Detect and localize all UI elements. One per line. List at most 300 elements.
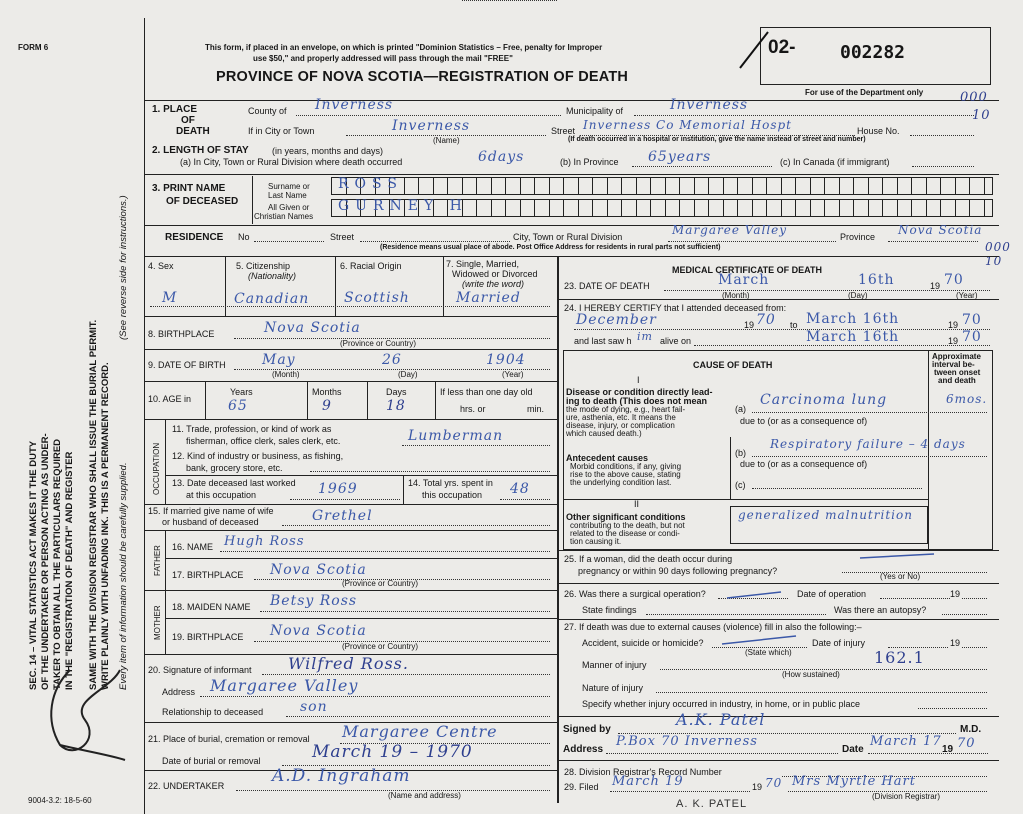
day-caption: (Day) xyxy=(398,370,418,379)
last-saw-year: 70 xyxy=(962,329,982,345)
rule xyxy=(888,241,978,242)
province-country-caption: (Province or Country) xyxy=(342,579,419,588)
center-divider xyxy=(557,256,559,803)
trade-label: fisherman, office clerk, sales clerk, etc. xyxy=(186,436,341,446)
rule xyxy=(730,437,731,499)
length-units: (in years, months and days) xyxy=(272,146,384,156)
cause-a-interval: 6mos. xyxy=(946,392,988,406)
province-country-caption: (Province or Country) xyxy=(340,339,417,348)
length-of-stay-label: 2. LENGTH OF STAY xyxy=(152,145,249,156)
registration-prefix: 02- xyxy=(768,37,796,58)
letter-cell xyxy=(695,178,710,194)
form-number: FORM 6 xyxy=(18,43,49,52)
print-name-label: 3. PRINT NAME xyxy=(152,183,226,194)
in-city-label: (a) In City, Town or Rural Division where death occurred xyxy=(180,157,403,167)
hospital-note: (If death occurred in a hospital or institution, give the name instead of street and number) xyxy=(568,136,866,143)
letter-cell xyxy=(854,200,869,216)
spouse-value: Grethel xyxy=(312,508,373,524)
due-to-label: due to (or as a consequence of) xyxy=(740,459,868,469)
age-years-value: 65 xyxy=(228,398,248,414)
city-label: If in City or Town xyxy=(248,126,315,136)
days-label: Days xyxy=(386,387,407,397)
letter-cell xyxy=(564,200,579,216)
letter-cell xyxy=(535,178,550,194)
father-name-value: Hugh Ross xyxy=(224,534,305,549)
signed-by-label: Signed by xyxy=(563,724,611,735)
letter-cell xyxy=(477,178,492,194)
medical-cert-title: MEDICAL CERTIFICATE OF DEATH xyxy=(672,265,822,275)
letter-cell xyxy=(898,178,913,194)
specify-where-label: Specify whether injury occurred in industry, in home, or in public place xyxy=(582,699,860,709)
letter-cell xyxy=(477,200,492,216)
signed-by-value: A.K. Patel xyxy=(676,710,766,729)
attended-to-value: March 16th xyxy=(806,311,900,327)
spouse-label: 15. If married give name of wife xyxy=(148,506,274,516)
birthplace-label: 8. BIRTHPLACE xyxy=(148,329,215,339)
name-caption: (Name) xyxy=(433,136,460,145)
month-caption: (Month) xyxy=(272,370,300,379)
letter-cell xyxy=(579,178,594,194)
alive-on-label: alive on xyxy=(660,336,692,346)
letter-cell xyxy=(593,178,608,194)
stay-province-value: 65years xyxy=(648,149,712,165)
letter-cell xyxy=(550,178,565,194)
how-sustained-caption: (How sustained) xyxy=(782,670,840,679)
accident-label: Accident, suicide or homicide? xyxy=(582,638,704,648)
letter-cell xyxy=(753,178,768,194)
residence-street-label: Street xyxy=(330,232,355,242)
margin-text-8: (See reverse side for instructions.) xyxy=(118,195,129,340)
letter-cell xyxy=(912,200,927,216)
letter-cell xyxy=(738,200,753,216)
racial-origin-value: Scottish xyxy=(344,290,410,306)
informant-address-label: Address xyxy=(162,687,196,697)
informant-address-value: Margaree Valley xyxy=(210,676,359,695)
margin-text-7: Every item of information should be carefully supplied. xyxy=(118,462,129,690)
years-label: Years xyxy=(230,387,253,397)
rule xyxy=(610,791,750,792)
name-address-caption: (Name and address) xyxy=(388,791,461,800)
rule xyxy=(310,471,550,472)
letter-cell xyxy=(883,178,898,194)
rule xyxy=(606,753,838,754)
registrar-value: Mrs Myrtle Hart xyxy=(792,774,916,789)
letter-cell xyxy=(521,178,536,194)
letter-cell xyxy=(535,200,550,216)
rule xyxy=(254,241,324,242)
letter-cell xyxy=(622,178,637,194)
letter-cell xyxy=(550,200,565,216)
rule xyxy=(752,488,922,489)
cause-a-value: Carcinoma lung xyxy=(760,392,888,408)
last-worked-label: 13. Date deceased last worked xyxy=(172,478,296,488)
letter-cell xyxy=(695,200,710,216)
letter-cell xyxy=(608,178,623,194)
nineteen: 19 xyxy=(948,320,959,330)
form-title: PROVINCE OF NOVA SCOTIA—REGISTRATION OF DEATH xyxy=(216,69,629,85)
attended-to-year: 70 xyxy=(962,312,982,328)
letter-cell xyxy=(637,178,652,194)
residence-province-label: Province xyxy=(840,232,876,242)
last-saw-date: March 16th xyxy=(806,329,900,345)
nineteen: 19 xyxy=(752,782,763,792)
rule xyxy=(262,674,550,675)
sig-date-label: Date xyxy=(842,744,864,755)
rule xyxy=(646,614,826,615)
disease-label: Disease or condition directly lead- xyxy=(566,387,713,397)
spouse-label: or husband of deceased xyxy=(162,517,259,527)
nationality-label: (Nationality) xyxy=(248,271,297,281)
sig-address-label: Address xyxy=(563,744,604,755)
letter-cell xyxy=(840,178,855,194)
disease-label: ing to death (This does not mean xyxy=(566,396,708,406)
rule xyxy=(880,598,950,599)
residence-city-value: Margaree Valley xyxy=(672,223,788,237)
rule xyxy=(165,419,166,504)
rule xyxy=(144,590,557,591)
rule xyxy=(694,345,990,346)
surname-value: ROSS xyxy=(338,176,403,192)
father-name-label: 16. NAME xyxy=(172,542,214,552)
letter-cell xyxy=(419,178,434,194)
rule xyxy=(868,753,988,754)
letter-cell xyxy=(608,200,623,216)
letter-cell xyxy=(738,178,753,194)
state-which-caption: (State which) xyxy=(745,648,792,657)
father-birthplace-value: Nova Scotia xyxy=(270,562,367,578)
rule xyxy=(220,551,550,552)
last-worked-label: at this occupation xyxy=(186,490,257,500)
marital-label: 7. Single, Married, xyxy=(446,259,520,269)
sig-date-value: March 17 xyxy=(870,734,942,749)
filed-date-value: March 19 xyxy=(612,774,684,789)
letter-cell xyxy=(941,178,956,194)
letter-cell xyxy=(724,178,739,194)
year-caption: (Year) xyxy=(502,370,524,379)
cause-of-death-title: CAUSE OF DEATH xyxy=(693,360,773,370)
last-saw-label: and last saw h xyxy=(574,336,632,346)
rule xyxy=(260,611,550,612)
hrs-label: hrs. or xyxy=(460,404,486,414)
margin-text-5: SAME WITH THE DIVISION REGISTRAR WHO SHALL ISSUE THE BURIAL PERMIT. xyxy=(88,319,99,690)
rule xyxy=(144,256,999,257)
letter-cell xyxy=(680,178,695,194)
rule xyxy=(563,499,928,500)
rule xyxy=(290,499,400,500)
marital-label: Widowed or Divorced xyxy=(452,269,538,279)
in-canada-label: (c) In Canada (if immigrant) xyxy=(780,157,890,167)
trade-value: Lumberman xyxy=(408,428,504,444)
nineteen: 19 xyxy=(950,638,961,648)
letter-cell xyxy=(767,200,782,216)
date-injury-label: Date of injury xyxy=(812,638,866,648)
disease-label: disease, injury, or complication xyxy=(566,421,675,430)
rule xyxy=(656,692,987,693)
certify-label: 24. I HEREBY CERTIFY that I attended deceased from: xyxy=(564,303,787,313)
rule xyxy=(918,708,987,709)
other-label: Other significant conditions xyxy=(566,512,686,522)
letter-cell xyxy=(869,200,884,216)
racial-origin-label: 6. Racial Origin xyxy=(340,261,402,271)
woman-label: pregnancy or within 90 days following pregnancy? xyxy=(578,566,778,576)
father-birthplace-label: 17. BIRTHPLACE xyxy=(172,570,244,580)
relationship-label: Relationship to deceased xyxy=(162,707,264,717)
div-reg-number-label: 28. Division Registrar's Record Number xyxy=(564,767,722,777)
months-label: Months xyxy=(312,387,342,397)
total-years-label: 14. Total yrs. spent in xyxy=(408,478,493,488)
rule xyxy=(200,696,550,697)
print-name-label: OF DECEASED xyxy=(166,196,239,207)
margin-signature-mark xyxy=(40,650,130,770)
letter-cell xyxy=(825,200,840,216)
filed-label: 29. Filed xyxy=(564,782,599,792)
filed-year-value: 70 xyxy=(765,776,783,790)
letter-cell xyxy=(651,200,666,216)
min-label: min. xyxy=(527,404,545,414)
letter-cell xyxy=(564,178,579,194)
industry-label: bank, grocery store, etc. xyxy=(186,463,283,473)
residence-no-label: No xyxy=(238,232,250,242)
residence-province-value: Nova Scotia xyxy=(898,223,983,237)
rule xyxy=(962,647,987,648)
total-years-value: 48 xyxy=(510,481,530,497)
attended-from-year: 70 xyxy=(756,312,776,328)
mother-birthplace-value: Nova Scotia xyxy=(270,623,367,639)
rule xyxy=(205,381,206,419)
letter-cell xyxy=(492,178,507,194)
residence-city-label: City, Town or Rural Division xyxy=(513,232,623,242)
rule xyxy=(752,412,987,413)
letter-cell xyxy=(869,178,884,194)
in-province-label: (b) In Province xyxy=(560,157,619,167)
letter-cell xyxy=(796,178,811,194)
approx-label: Approximate xyxy=(932,352,981,361)
letter-cell xyxy=(941,200,956,216)
letter-cell xyxy=(651,178,666,194)
informant-value: Wilfred Ross. xyxy=(288,654,409,673)
letter-cell xyxy=(724,200,739,216)
rule xyxy=(367,381,368,419)
nineteen: 19 xyxy=(744,320,755,330)
letter-cell xyxy=(767,178,782,194)
antecedent-label: Antecedent causes xyxy=(566,453,649,463)
letter-cell xyxy=(811,200,826,216)
rule xyxy=(912,166,974,167)
last-saw-him: im xyxy=(637,330,653,343)
letter-cell xyxy=(970,178,985,194)
age-days-value: 18 xyxy=(386,398,406,414)
residence-label: RESIDENCE xyxy=(165,232,224,243)
letter-cell xyxy=(405,178,420,194)
death-month-value: March xyxy=(718,272,770,288)
given-label: All Given or xyxy=(268,203,310,212)
surname-boxes xyxy=(331,177,993,195)
informant-label: 20. Signature of informant xyxy=(148,665,252,675)
dash-mark xyxy=(725,588,785,600)
sex-label: 4. Sex xyxy=(148,261,174,271)
dept-code: 000 xyxy=(985,240,1011,254)
surname-label: Surname or xyxy=(268,182,310,191)
mother-birthplace-label: 19. BIRTHPLACE xyxy=(172,632,244,642)
letter-cell xyxy=(622,200,637,216)
rule xyxy=(144,100,999,101)
day-caption: (Day) xyxy=(848,291,868,300)
sex-value: M xyxy=(162,290,178,306)
dob-month-value: May xyxy=(262,352,296,368)
letter-cell xyxy=(709,200,724,216)
burial-place-label: 21. Place of burial, cremation or removal xyxy=(148,734,310,744)
rule xyxy=(634,115,974,116)
rule xyxy=(225,256,226,316)
letter-cell xyxy=(840,200,855,216)
dash-mark xyxy=(858,550,938,562)
margin-text-3: TAKER TO OBTAIN ALL THE PARTICULARS REQUIRED xyxy=(52,438,63,690)
letter-cell xyxy=(579,200,594,216)
bottom-signature-print: A. K. PATEL xyxy=(676,798,748,810)
margin-text-6: WRITE PLAINLY WITH UNFADING INK. THIS IS A PERMANENT RECORD. xyxy=(100,362,111,690)
rule xyxy=(144,504,557,505)
other-conditions-value: generalized malnutrition xyxy=(738,508,913,522)
surname-label: Last Name xyxy=(268,191,307,200)
letter-cell xyxy=(883,200,898,216)
woman-label: 25. If a woman, did the death occur during xyxy=(564,554,733,564)
letter-cell xyxy=(912,178,927,194)
occupation-label: OCCUPATION xyxy=(152,442,161,495)
letter-cell xyxy=(709,178,724,194)
rule xyxy=(462,0,557,1)
age-months-value: 9 xyxy=(322,398,332,414)
header-note-2: use $50," and properly addressed will pass through the mail "FREE" xyxy=(253,54,513,63)
dob-label: 9. DATE OF BIRTH xyxy=(148,360,226,370)
rule xyxy=(150,306,550,307)
father-label: FATHER xyxy=(153,545,162,576)
sig-address-value: P.Box 70 Inverness xyxy=(616,734,758,749)
dept-code: 10 xyxy=(972,108,991,123)
other-label: tion causing it. xyxy=(570,537,622,546)
place-of-death-label: 1. PLACE xyxy=(152,104,198,115)
rule xyxy=(165,530,166,590)
state-findings-label: State findings xyxy=(582,605,637,615)
death-year-value: 70 xyxy=(944,272,964,288)
trade-label: 11. Trade, profession, or kind of work as xyxy=(172,424,332,434)
letter-cell xyxy=(506,178,521,194)
industry-label: 12. Kind of industry or business, as fishing, xyxy=(172,451,344,461)
place-of-death-label: DEATH xyxy=(176,126,210,137)
margin-text-2: OF THE UNDERTAKER OR PERSON ACTING AS UNDER- xyxy=(40,433,51,690)
yes-no-caption: (Yes or No) xyxy=(880,572,921,581)
place-of-death-label: OF xyxy=(181,115,195,126)
letter-cell xyxy=(854,178,869,194)
citizenship-label: 5. Citizenship xyxy=(236,261,291,271)
letter-cell xyxy=(637,200,652,216)
header-note-1: This form, if placed in an envelope, on which is printed "Dominion Statistics – Free, penalty for Improper xyxy=(205,43,603,52)
nature-injury-label: Nature of injury xyxy=(582,683,644,693)
letter-cell xyxy=(927,200,942,216)
municipality-value: Inverness xyxy=(670,97,749,113)
registration-number: 002282 xyxy=(840,42,906,63)
cause-b-label: (b) xyxy=(735,448,746,458)
manner-injury-label: Manner of injury xyxy=(582,660,647,670)
approx-label: interval be- xyxy=(932,360,975,369)
form-border-left xyxy=(144,18,145,814)
county-label: County of xyxy=(248,106,287,116)
rule xyxy=(252,176,253,224)
age-label: 10. AGE in xyxy=(148,394,192,404)
manner-code-value: 162.1 xyxy=(874,648,925,667)
approx-label: tween onset xyxy=(934,368,981,377)
other-label: contributing to the death, but not xyxy=(570,521,685,530)
birthplace-value: Nova Scotia xyxy=(264,320,361,336)
rule xyxy=(144,316,557,317)
rule xyxy=(557,619,999,620)
street-value: Inverness Co Memorial Hospt xyxy=(583,118,792,132)
nineteen: 19 xyxy=(930,281,941,291)
burial-date-value: March 19 – 1970 xyxy=(312,742,473,762)
stay-city-value: 6days xyxy=(478,149,525,165)
city-value: Inverness xyxy=(392,118,471,134)
rule xyxy=(668,241,836,242)
rule xyxy=(335,256,336,316)
street-label: Street xyxy=(551,126,576,136)
antecedent-label: Morbid conditions, if any, giving xyxy=(570,462,682,471)
nineteen: 19 xyxy=(950,589,961,599)
dob-year-value: 1904 xyxy=(486,352,526,368)
rule xyxy=(443,256,444,316)
letter-cell xyxy=(956,200,971,216)
letter-cell xyxy=(970,200,985,216)
letter-cell xyxy=(811,178,826,194)
to-label: to xyxy=(790,320,798,330)
province-country-caption: (Province or Country) xyxy=(342,642,419,651)
maiden-name-label: 18. MAIDEN NAME xyxy=(172,602,251,612)
letter-cell xyxy=(782,178,797,194)
letter-cell xyxy=(593,200,608,216)
marital-label: (write the word) xyxy=(462,279,525,289)
county-value: Inverness xyxy=(315,97,394,113)
letter-cell xyxy=(753,200,768,216)
last-worked-value: 1969 xyxy=(318,481,358,497)
month-caption: (Month) xyxy=(722,291,750,300)
letter-cell xyxy=(434,178,449,194)
rule xyxy=(296,115,561,116)
nineteen: 19 xyxy=(948,336,959,346)
marital-value: Married xyxy=(456,290,521,306)
letter-cell xyxy=(898,200,913,216)
rule xyxy=(962,598,987,599)
rule xyxy=(144,349,557,350)
surgical-label: 26. Was there a surgical operation? xyxy=(564,589,706,599)
rule xyxy=(557,583,999,584)
letter-cell xyxy=(492,200,507,216)
rule xyxy=(286,716,550,717)
rule xyxy=(144,530,557,531)
dob-day-value: 26 xyxy=(382,352,402,368)
mother-label: MOTHER xyxy=(153,605,162,640)
attended-from-value: December xyxy=(576,312,657,328)
roman-two: II xyxy=(634,499,640,509)
municipality-label: Municipality of xyxy=(566,106,624,116)
rule xyxy=(752,456,987,457)
dept-code: 000 xyxy=(960,90,988,105)
print-code: 9004-3.2: 18-5-60 xyxy=(28,796,92,805)
approx-label: and death xyxy=(938,376,976,385)
rule xyxy=(144,225,999,226)
margin-text-4: IN THE "REGISTRATION OF DEATH" AND REGISTER xyxy=(64,451,75,690)
letter-cell xyxy=(927,178,942,194)
other-label: related to the disease or condi- xyxy=(570,529,680,538)
less-than-day-label: If less than one day old xyxy=(440,387,533,397)
rule xyxy=(165,590,166,654)
